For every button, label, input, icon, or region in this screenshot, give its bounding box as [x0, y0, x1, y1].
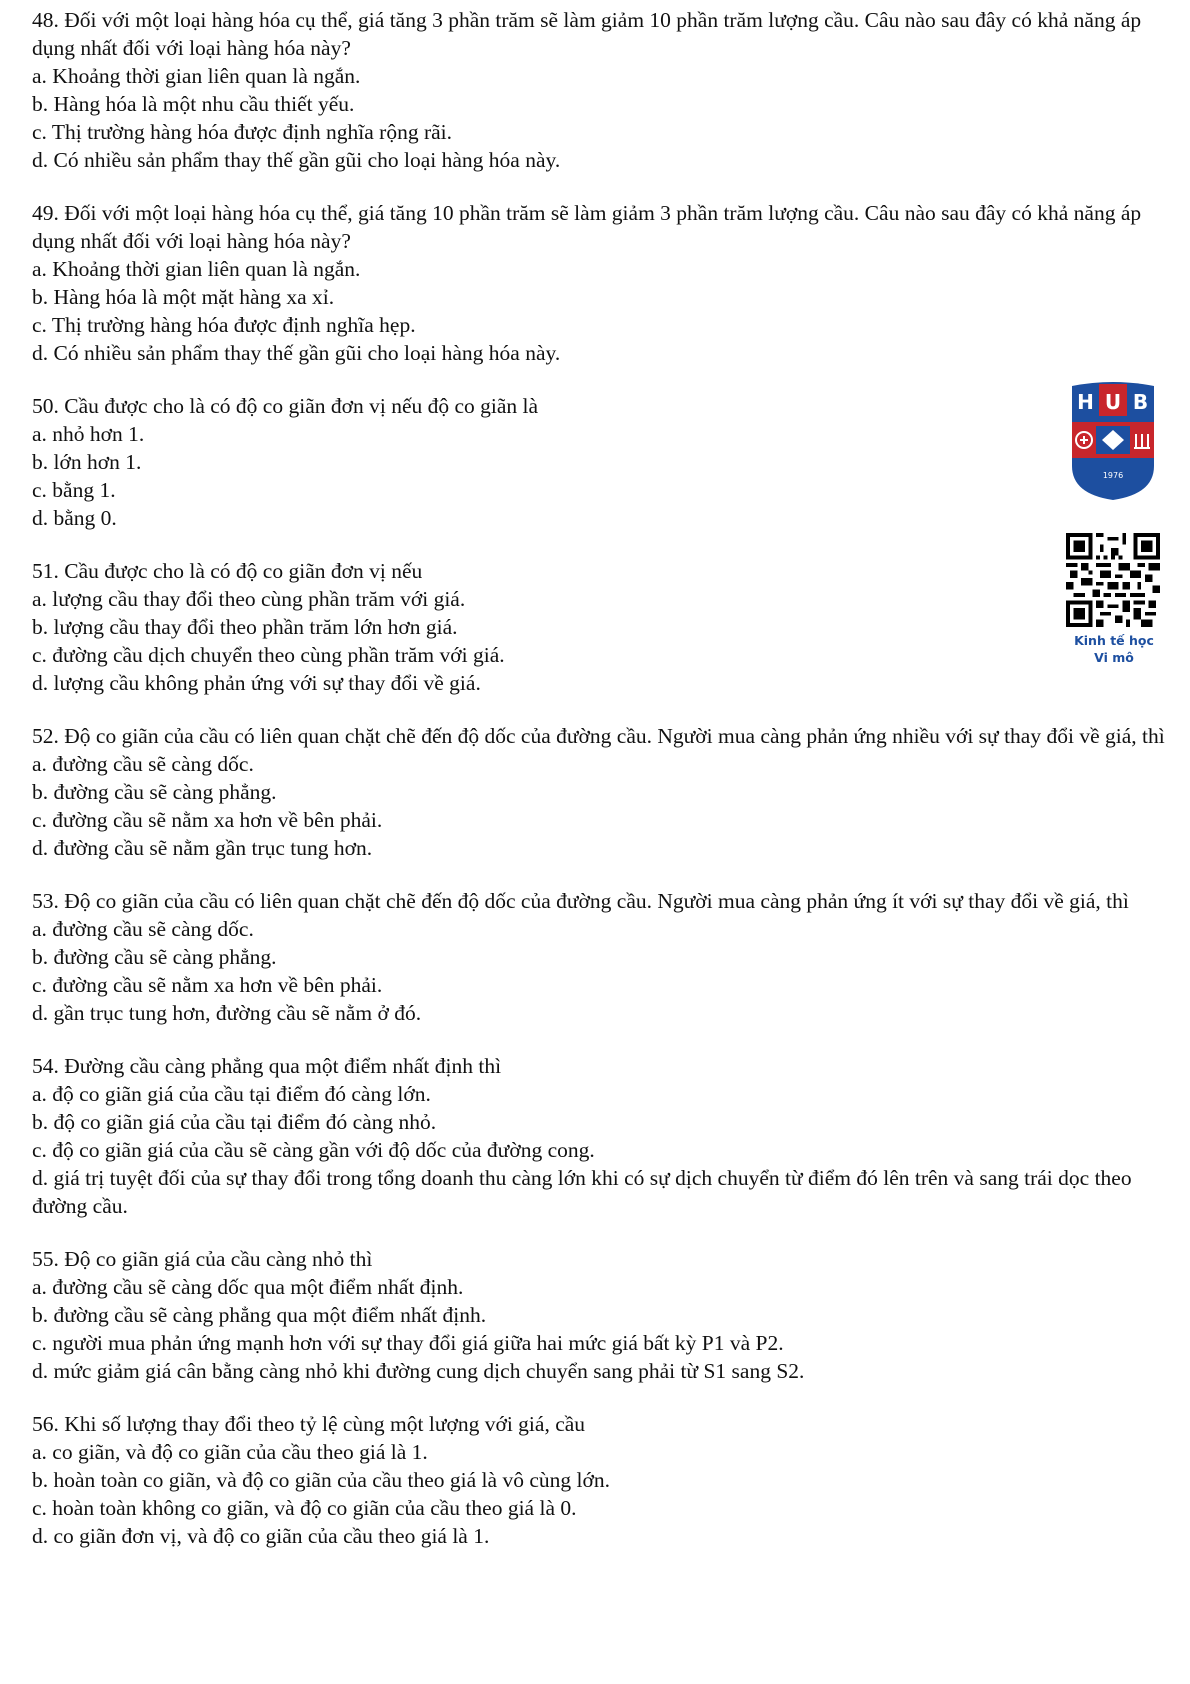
question-50	[32, 392, 1172, 532]
option-c: c. Thị trường hàng hóa được định nghĩa hẹp.	[32, 313, 416, 337]
option-c: c. đường cầu sẽ nằm xa hơn về bên phải.	[32, 973, 383, 997]
option-a: a. co giãn, và độ co giãn của cầu theo giá là 1.	[32, 1440, 428, 1464]
question-54	[32, 1052, 1172, 1220]
option-b: b. Hàng hóa là một mặt hàng xa xỉ.	[32, 285, 335, 309]
option-c: c. độ co giãn giá của cầu sẽ càng gần với độ dốc của đường cong.	[32, 1138, 595, 1162]
question-51	[32, 557, 1172, 697]
option-d: d. Có nhiều sản phẩm thay thế gần gũi cho loại hàng hóa này.	[32, 341, 561, 365]
option-a: a. nhỏ hơn 1.	[32, 422, 145, 446]
option-c: c. hoàn toàn không co giãn, và độ co giãn của cầu theo giá là 0.	[32, 1496, 577, 1520]
option-c: c. người mua phản ứng mạnh hơn với sự thay đổi giá giữa hai mức giá bất kỳ P1 và P2.	[32, 1331, 784, 1355]
option-a: a. độ co giãn giá của cầu tại điểm đó càng lớn.	[32, 1082, 431, 1106]
question-stem: 55. Độ co giãn giá của cầu càng nhỏ thì	[32, 1247, 373, 1271]
option-b: b. Hàng hóa là một nhu cầu thiết yếu.	[32, 92, 355, 116]
question-stem: 51. Cầu được cho là có độ co giãn đơn vị nếu	[32, 559, 423, 583]
qr-code	[1066, 533, 1160, 627]
option-a: a. đường cầu sẽ càng dốc qua một điểm nhất định.	[32, 1275, 464, 1299]
svg-text:B: B	[1132, 390, 1149, 414]
question-53	[32, 887, 1172, 1027]
svg-text:1976: 1976	[1102, 471, 1124, 480]
document-body	[32, 6, 1172, 1575]
option-d: d. giá trị tuyệt đối của sự thay đổi trong tổng doanh thu càng lớn khi có sự dịch chuyển từ điểm đó lên trên và sang trái dọc theo đường cầu.	[32, 1166, 1132, 1218]
option-b: b. lượng cầu thay đổi theo phần trăm lớn hơn giá.	[32, 615, 458, 639]
option-d: d. Có nhiều sản phẩm thay thế gần gũi cho loại hàng hóa này.	[32, 148, 561, 172]
question-stem: 48. Đối với một loại hàng hóa cụ thể, giá tăng 3 phần trăm sẽ làm giảm 10 phần trăm lượng cầu. Câu nào sau đây có khả năng áp dụng nhất đối với loại hàng hóa này?	[32, 8, 1142, 60]
option-b: b. đường cầu sẽ càng phẳng.	[32, 945, 277, 969]
option-a: a. lượng cầu thay đổi theo cùng phần trăm với giá.	[32, 587, 466, 611]
course-title-line2: Vi mô	[1094, 650, 1134, 665]
option-d: d. đường cầu sẽ nằm gần trục tung hơn.	[32, 836, 373, 860]
option-c: c. đường cầu sẽ nằm xa hơn về bên phải.	[32, 808, 383, 832]
question-56	[32, 1410, 1172, 1550]
question-stem: 50. Cầu được cho là có độ co giãn đơn vị nếu độ co giãn là	[32, 394, 539, 418]
option-b: b. lớn hơn 1.	[32, 450, 142, 474]
option-a: a. đường cầu sẽ càng dốc.	[32, 917, 254, 941]
option-b: b. đường cầu sẽ càng phẳng qua một điểm nhất định.	[32, 1303, 487, 1327]
option-d: d. bằng 0.	[32, 506, 117, 530]
hub-logo	[1066, 378, 1160, 502]
option-c: c. đường cầu dịch chuyển theo cùng phần trăm với giá.	[32, 643, 505, 667]
svg-text:U: U	[1104, 390, 1122, 414]
option-c: c. bằng 1.	[32, 478, 116, 502]
option-a: a. đường cầu sẽ càng dốc.	[32, 752, 254, 776]
question-52	[32, 722, 1172, 862]
option-d: d. mức giảm giá cân bằng càng nhỏ khi đường cung dịch chuyển sang phải từ S1 sang S2.	[32, 1359, 805, 1383]
option-a: a. Khoảng thời gian liên quan là ngắn.	[32, 257, 361, 281]
question-49	[32, 199, 1172, 367]
svg-text:H: H	[1077, 390, 1094, 414]
question-stem: 52. Độ co giãn của cầu có liên quan chặt chẽ đến độ dốc của đường cầu. Người mua càng phản ứng nhiều với sự thay đổi về giá, thì	[32, 724, 1165, 748]
option-b: b. hoàn toàn co giãn, và độ co giãn của cầu theo giá là vô cùng lớn.	[32, 1468, 610, 1492]
option-a: a. Khoảng thời gian liên quan là ngắn.	[32, 64, 361, 88]
option-c: c. Thị trường hàng hóa được định nghĩa rộng rãi.	[32, 120, 453, 144]
option-d: d. co giãn đơn vị, và độ co giãn của cầu theo giá là 1.	[32, 1524, 490, 1548]
question-48	[32, 6, 1172, 174]
question-55	[32, 1245, 1172, 1385]
question-stem: 56. Khi số lượng thay đổi theo tỷ lệ cùng một lượng với giá, cầu	[32, 1412, 586, 1436]
course-badge	[1058, 378, 1170, 666]
option-b: b. độ co giãn giá của cầu tại điểm đó càng nhỏ.	[32, 1110, 437, 1134]
question-stem: 53. Độ co giãn của cầu có liên quan chặt chẽ đến độ dốc của đường cầu. Người mua càng phản ứng ít với sự thay đổi về giá, thì	[32, 889, 1129, 913]
option-d: d. lượng cầu không phản ứng với sự thay đổi về giá.	[32, 671, 481, 695]
option-d: d. gần trục tung hơn, đường cầu sẽ nằm ở đó.	[32, 1001, 422, 1025]
option-b: b. đường cầu sẽ càng phẳng.	[32, 780, 277, 804]
course-title-line1: Kinh tế học	[1074, 633, 1154, 648]
question-stem: 54. Đường cầu càng phẳng qua một điểm nhất định thì	[32, 1054, 502, 1078]
question-stem: 49. Đối với một loại hàng hóa cụ thể, giá tăng 10 phần trăm sẽ làm giảm 3 phần trăm lượng cầu. Câu nào sau đây có khả năng áp dụng nhất đối với loại hàng hóa này?	[32, 201, 1142, 253]
